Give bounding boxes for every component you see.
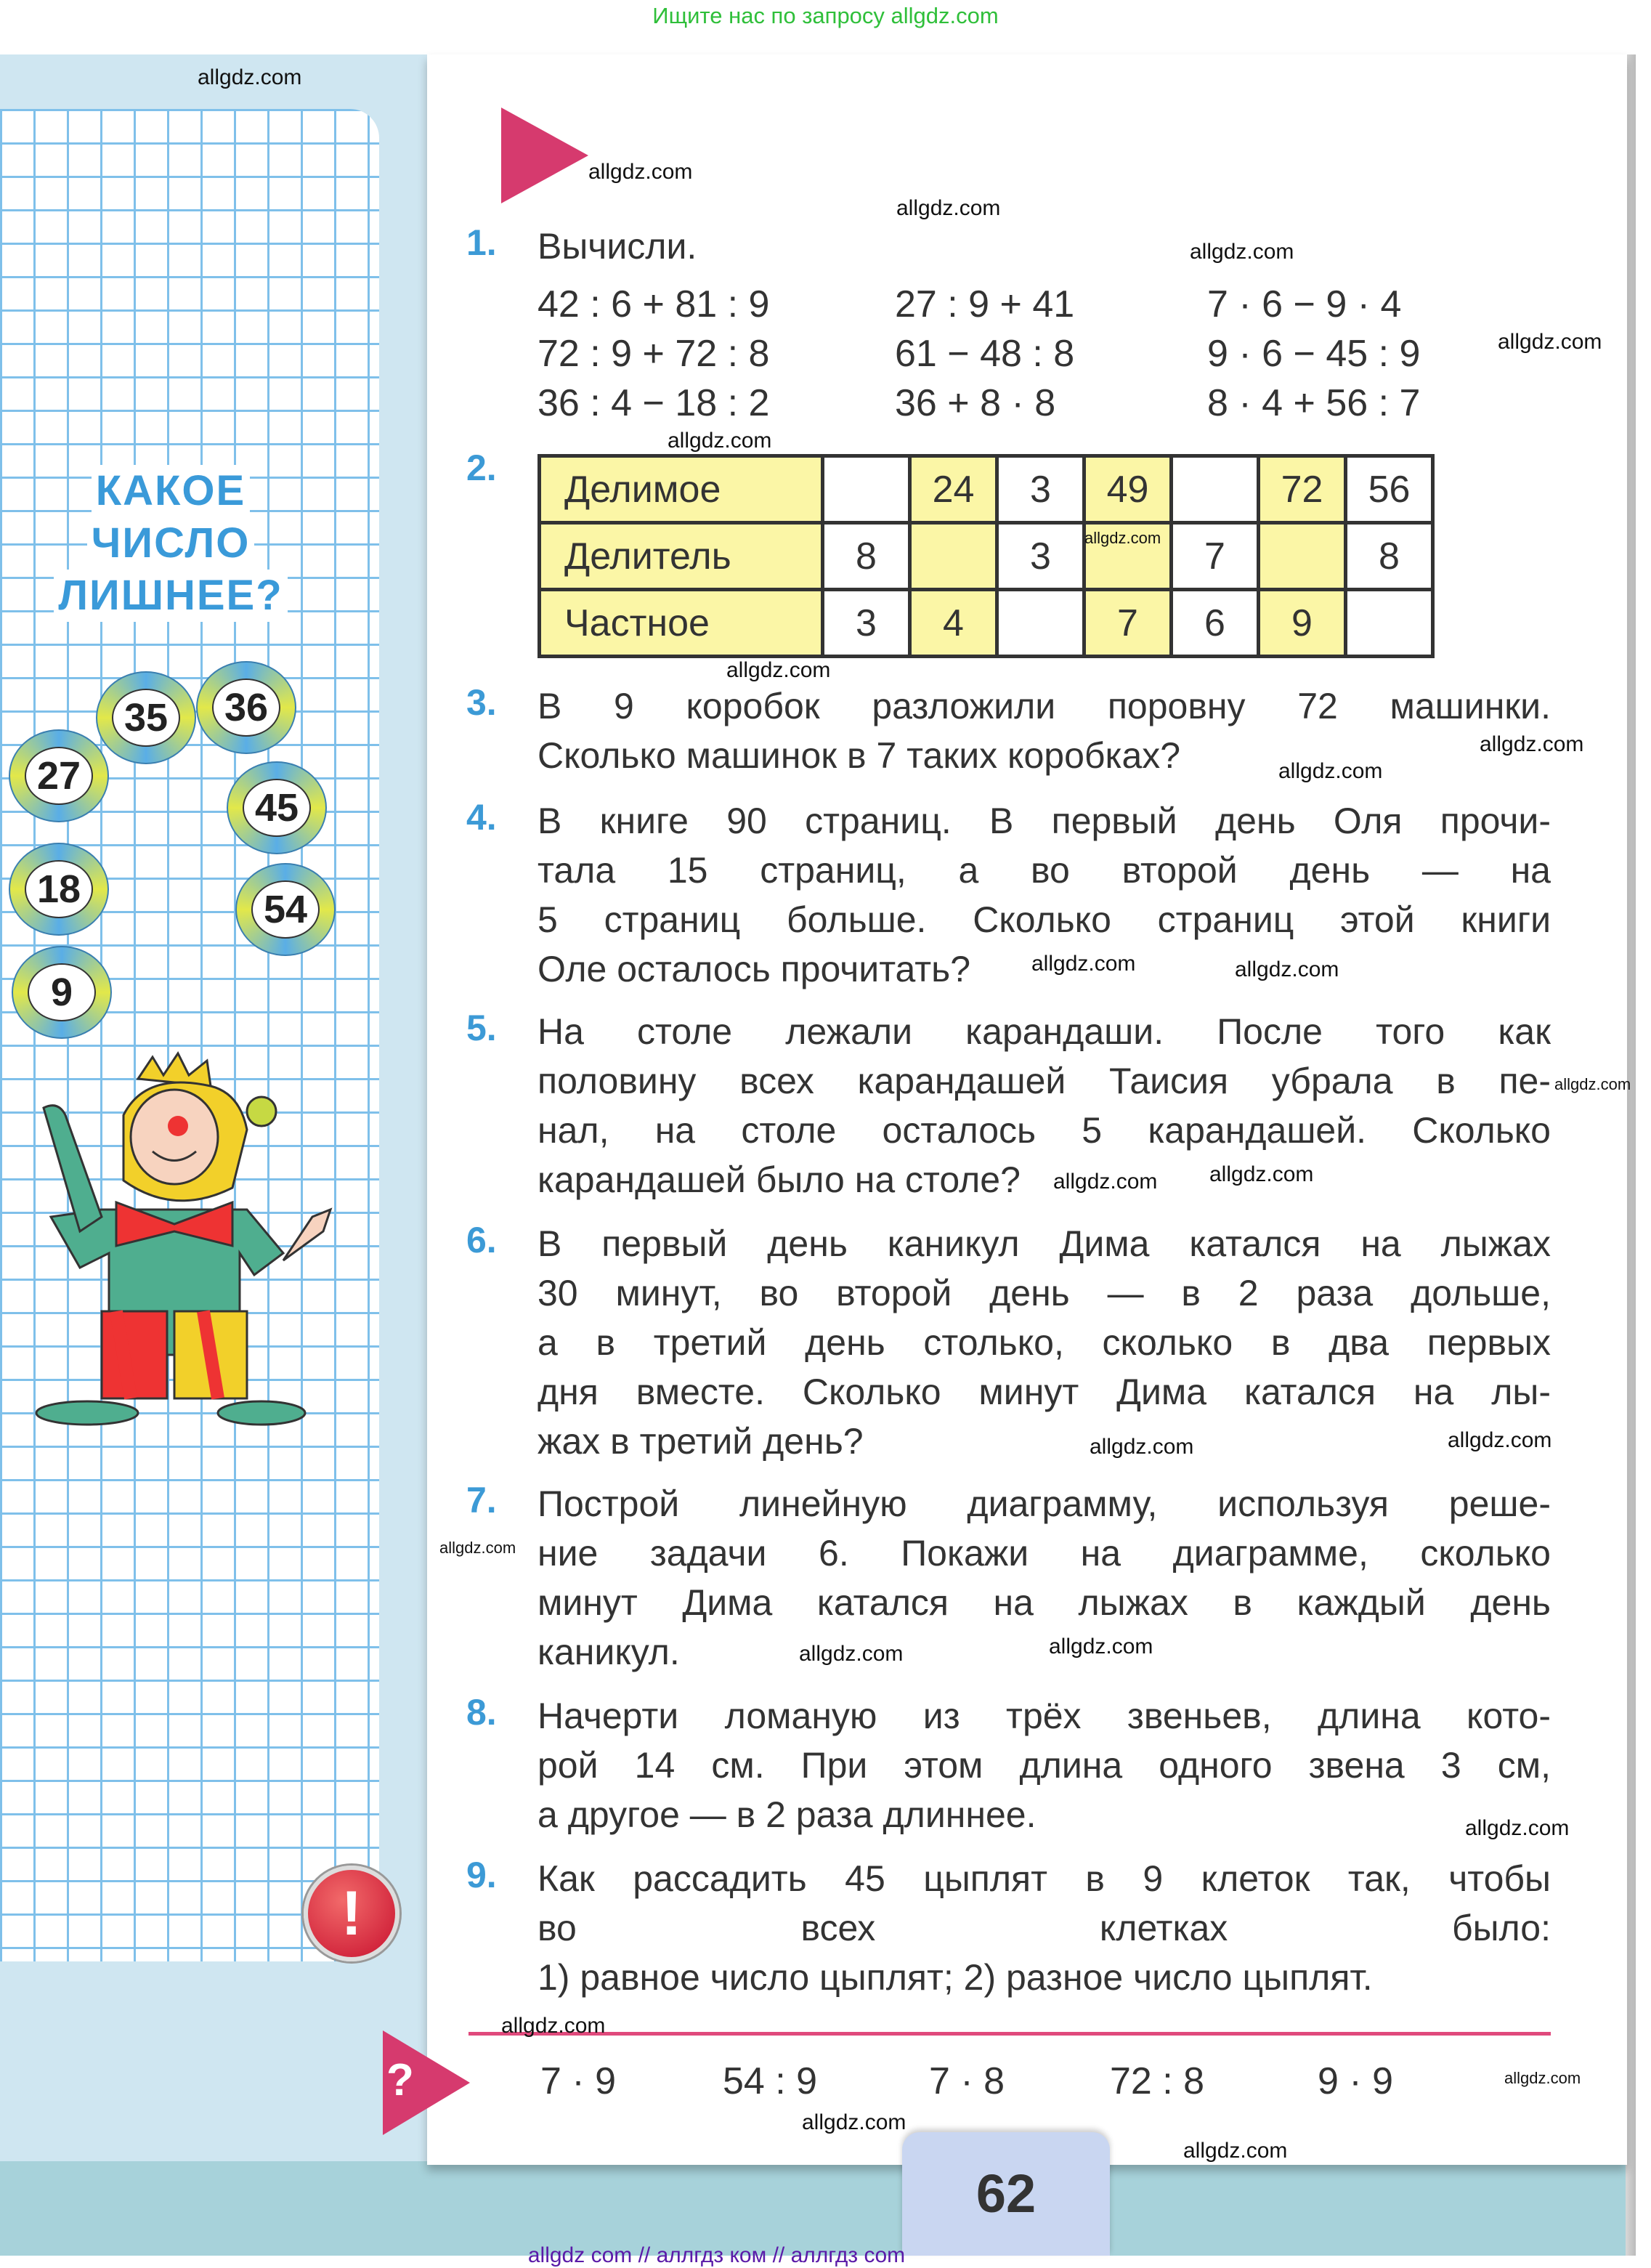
watermark: allgdz.com <box>802 2110 906 2134</box>
table-cell: 6 <box>1172 590 1259 657</box>
expression: 8 · 4 + 56 : 7 <box>1207 382 1421 424</box>
expression: 7 · 6 − 9 · 4 <box>1207 283 1402 325</box>
number-ball <box>12 946 112 1039</box>
table-cell <box>910 523 997 590</box>
watermark: allgdz.com <box>726 658 831 682</box>
page-number: 62 <box>902 2132 1110 2256</box>
ball-number: 27 <box>25 747 93 805</box>
task-number: 3. <box>466 682 497 723</box>
task-number: 4. <box>466 797 497 838</box>
task-line: 5 страниц больше. Сколько страниц этой книги <box>538 899 1551 940</box>
number-ball <box>96 671 196 764</box>
bottom-expression: 7 · 8 <box>929 2060 1005 2102</box>
table-cell <box>823 456 910 523</box>
number-ball <box>235 863 336 956</box>
expression: 9 · 6 − 45 : 9 <box>1207 333 1421 375</box>
watermark: allgdz.com <box>501 2014 606 2038</box>
table-cell <box>1172 456 1259 523</box>
watermark: allgdz.com <box>1084 529 1161 547</box>
table-cell: 24 <box>910 456 997 523</box>
table-cell: 8 <box>1346 523 1433 590</box>
table-cell: 3 <box>997 456 1084 523</box>
watermark: allgdz.com <box>1278 759 1383 783</box>
watermark: allgdz.com <box>1190 240 1294 264</box>
task-8-text <box>538 1691 1551 1839</box>
expression: 36 : 4 − 18 : 2 <box>538 382 770 424</box>
table-row <box>540 590 1433 657</box>
watermark: allgdz.com <box>1053 1170 1158 1194</box>
ball-number: 35 <box>112 689 180 747</box>
watermark: allgdz.com <box>1554 1075 1631 1093</box>
watermark: allgdz.com <box>1235 957 1339 981</box>
title-line: ЛИШНЕЕ? <box>54 570 287 622</box>
table-row <box>540 523 1433 590</box>
watermark: allgdz.com <box>1209 1162 1314 1186</box>
task-number: 1. <box>466 222 497 263</box>
table-cell: 8 <box>823 523 910 590</box>
number-ball <box>9 729 109 822</box>
watermark: allgdz.com <box>1049 1635 1153 1659</box>
bottom-expression: 54 : 9 <box>723 2060 818 2102</box>
watermark: allgdz.com <box>1183 2139 1288 2163</box>
task-number: 9. <box>466 1855 497 1895</box>
ball-number: 36 <box>212 679 280 737</box>
task-line: ние задачи 6. Покажи на диаграмме, сколько <box>538 1533 1551 1574</box>
number-ball <box>227 761 327 854</box>
task-line: во всех клетках было: <box>538 1908 1551 1948</box>
table-cell <box>1346 590 1433 657</box>
footer-watermark: allgdz com // аллгдз ком // аллгдз com <box>527 2243 906 2267</box>
task-line: дня вместе. Сколько минут Дима катался на лы- <box>538 1372 1551 1412</box>
task-line: Как рассадить 45 цыплят в 9 клеток так, чтобы <box>538 1858 1551 1899</box>
table-cell: 49 <box>1084 456 1172 523</box>
title-line: ЧИСЛО <box>87 517 255 570</box>
row-label: Частное <box>540 590 823 657</box>
expression: 36 + 8 · 8 <box>895 382 1056 424</box>
task-line: В книге 90 страниц. В первый день Оля прочи- <box>538 801 1551 841</box>
watermark: allgdz.com <box>1498 330 1602 354</box>
watermark: allgdz.com <box>1504 2069 1581 2087</box>
watermark: allgdz.com <box>1465 1816 1570 1840</box>
expression: 61 − 48 : 8 <box>895 333 1075 375</box>
task-line: 1) равное число цыплят; 2) разное число цыплят. <box>538 1957 1373 1998</box>
watermark: allgdz.com <box>439 1539 516 1557</box>
task-line: Построй линейную диаграмму, используя реше- <box>538 1483 1551 1524</box>
sidebar-title <box>29 465 312 622</box>
watermark: allgdz.com <box>896 196 1001 220</box>
task-title: Вычисли. <box>538 226 697 267</box>
watermark: allgdz.com <box>198 65 302 89</box>
watermark: allgdz.com <box>799 1642 904 1666</box>
task-number: 5. <box>466 1008 497 1048</box>
exclamation-icon: ! <box>304 1866 399 1961</box>
section-marker-triangle <box>501 108 588 203</box>
task-line: В первый день каникул Дима катался на лыжах <box>538 1223 1551 1264</box>
table-cell: 9 <box>1259 590 1346 657</box>
table-cell: 3 <box>997 523 1084 590</box>
task-7-text <box>538 1479 1551 1677</box>
task-line: На столе лежали карандаши. После того как <box>538 1011 1551 1052</box>
task-line: половину всех карандашей Таисия убрала в пе- <box>538 1061 1551 1101</box>
table-cell <box>1259 523 1346 590</box>
task-3-text <box>538 681 1551 780</box>
task-number: 8. <box>466 1692 497 1733</box>
clown-illustration <box>15 1050 349 1427</box>
search-banner: Ищите нас по запросу allgdz.com <box>652 3 999 28</box>
task-line: жах в третий день? <box>538 1421 864 1462</box>
division-table <box>538 454 1435 658</box>
row-label: Делимое <box>540 456 823 523</box>
ball-number: 9 <box>28 963 96 1021</box>
table-cell: 3 <box>823 590 910 657</box>
expression-column <box>1207 280 1420 428</box>
task-line: карандашей было на столе? <box>538 1159 1021 1200</box>
watermark: allgdz.com <box>1090 1435 1194 1459</box>
task-1-title <box>538 222 1551 271</box>
table-cell: 56 <box>1346 456 1433 523</box>
task-line: Сколько машинок в 7 таких коробках? <box>538 735 1181 776</box>
task-line: рой 14 см. При этом длина одного звена 3 см, <box>538 1745 1551 1786</box>
bottom-expression: 9 · 9 <box>1318 2060 1394 2102</box>
expression: 72 : 9 + 72 : 8 <box>538 333 770 375</box>
task-line: нал, на столе осталось 5 карандашей. Сколько <box>538 1110 1551 1151</box>
task-number: 7. <box>466 1480 497 1520</box>
table-cell: 7 <box>1084 590 1172 657</box>
task-number: 2. <box>466 447 497 488</box>
task-line: минут Дима катался на лыжах в каждый день <box>538 1582 1551 1623</box>
table-row <box>540 456 1433 523</box>
number-ball <box>9 843 109 936</box>
page-edge <box>1626 54 1636 2256</box>
task-line: а другое — в 2 раза длиннее. <box>538 1794 1037 1835</box>
number-ball <box>196 661 296 754</box>
row-label: Делитель <box>540 523 823 590</box>
bottom-expression: 7 · 9 <box>540 2060 617 2102</box>
table-cell: 7 <box>1172 523 1259 590</box>
watermark: allgdz.com <box>668 429 772 453</box>
watermark: allgdz.com <box>1031 952 1136 976</box>
task-line: а в третий день столько, сколько в два первых <box>538 1322 1551 1363</box>
title-line: КАКОЕ <box>92 465 251 517</box>
ball-number: 18 <box>25 860 93 918</box>
watermark: allgdz.com <box>1448 1428 1552 1452</box>
task-line: каникул. <box>538 1632 680 1672</box>
divider-line <box>468 2032 1551 2036</box>
ball-number: 45 <box>243 779 311 837</box>
ball-number: 54 <box>251 880 320 939</box>
expression: 27 : 9 + 41 <box>895 283 1075 325</box>
watermark: allgdz.com <box>588 160 693 184</box>
table-cell: 4 <box>910 590 997 657</box>
task-9-text <box>538 1854 1551 2002</box>
expression-column <box>895 280 1074 428</box>
table-cell: 72 <box>1259 456 1346 523</box>
task-line: В 9 коробок разложили поровну 72 машинки. <box>538 686 1551 726</box>
bottom-expression: 72 : 8 <box>1110 2060 1205 2102</box>
expression: 42 : 6 + 81 : 9 <box>538 283 770 325</box>
task-line: 30 минут, во второй день — в 2 раза дольше, <box>538 1273 1551 1313</box>
expression-column <box>538 280 769 428</box>
task-6-text <box>538 1219 1551 1466</box>
task-number: 6. <box>466 1220 497 1260</box>
task-line: Начерти ломаную из трёх звеньев, длина кото- <box>538 1696 1551 1736</box>
question-mark-icon: ? <box>386 2055 414 2105</box>
task-line: тала 15 страниц, а во второй день — на <box>538 850 1551 891</box>
task-line: Оле осталось прочитать? <box>538 949 971 989</box>
bottom-band <box>0 2161 1631 2256</box>
watermark: allgdz.com <box>1480 732 1584 756</box>
task-5-text <box>538 1007 1551 1204</box>
table-cell <box>997 590 1084 657</box>
